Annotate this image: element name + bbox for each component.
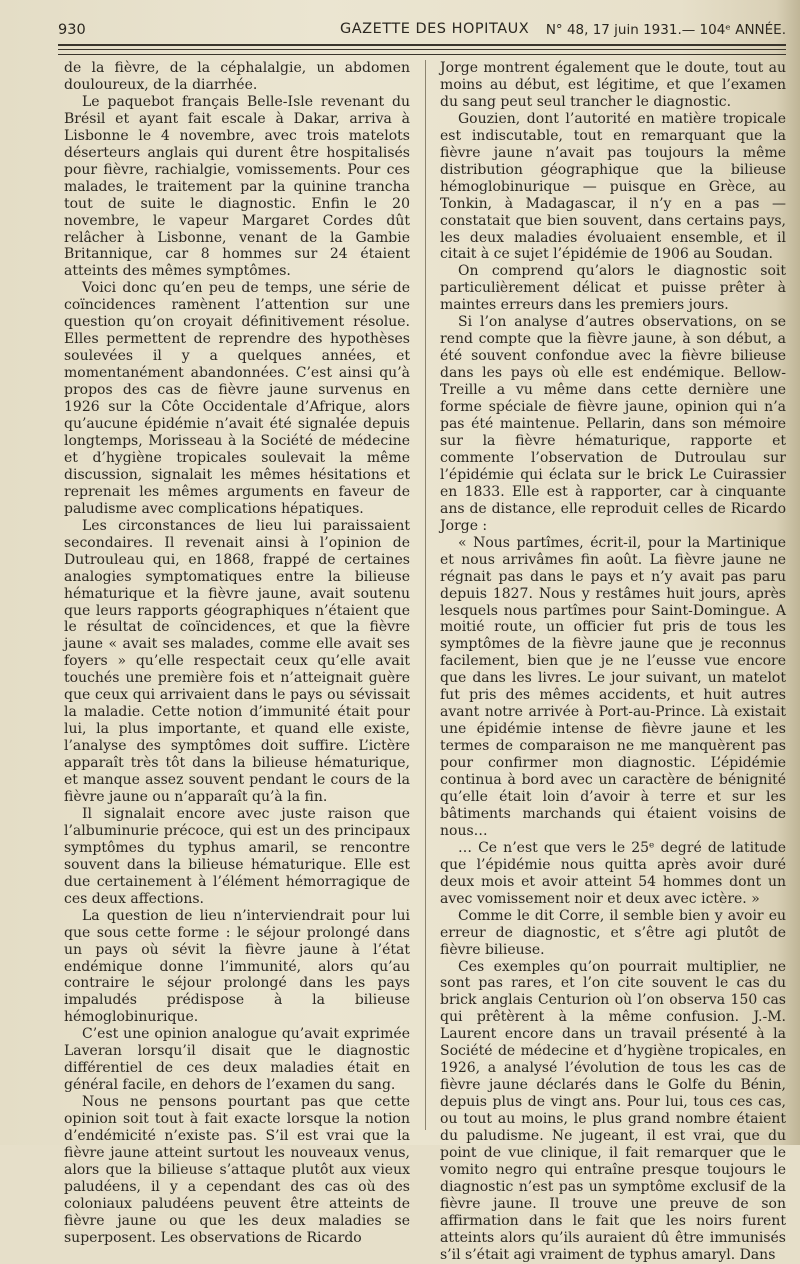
page-number: 930 [58,22,86,38]
header-rule-thin [58,54,786,55]
paragraph: On comprend qu’alors le diagnostic soit particulièrement délicat et puisse prêter à maintes erreurs dans les premiers jours. [440,263,786,314]
paragraph: Comme le dit Corre, il semble bien y avoir eu erreur de diagnostic, et s’être agi plutôt de fièvre bilieuse. [440,907,786,958]
right-column [440,60,786,1264]
paragraph: Le paquebot français Belle-Isle revenant du Brésil et ayant fait escale à Dakar, arriva à Lisbonne le 4 novembre, avec trois matelots déserteurs anglais qui durent être hospitalisés pour fièvre, rachialgie, vomissements. Pour ces malades, le traitement par la quinine trancha tout de suite le diagnostic. Enfin le 20 novembre, le vapeur Margaret Cordes dût relâcher à Lisbonne, venant de la Gambie Britannique, car 8 hommes sur 24 étaient atteints des mêmes symptômes. [64,93,410,280]
paragraph: Si l’on analyse d’autres observations, on se rend compte que la fièvre jaune, à son début, a été souvent confondue avec la fièvre bilieuse dans les pays où elle est endémique. Bellow-Treille a vu même dans cette dernière une forme spéciale de fièvre jaune, opinion qui n’a pas été maintenue. Pellarin, dans son mémoire sur la fièvre hématurique, rapporte et commente l’observation de Dutroulau sur l’épidémie qui éclata sur le brick Le Cuirassier en 1833. Elle est à rapporter, car à cinquante ans de distance, elle reproduit celles de Ricardo Jorge : [440,314,786,534]
left-column [64,60,410,1247]
paragraph: Jorge montrent également que le doute, tout au moins au début, est légitime, et que l’examen du sang peut seul trancher le diagnostic. [440,60,786,110]
paragraph: C’est une opinion analogue qu’avait exprimée Laveran lorsqu’il disait que le diagnostic différentiel de ces deux maladies était en général facile, en dehors de l’examen du sang. [64,1026,410,1094]
paragraph: de la fièvre, de la céphalalgie, un abdomen douloureux, de la diarrhée. [64,60,410,93]
paragraph: La question de lieu n’interviendrait pour lui que sous cette forme : le séjour prolongé dans un pays où sévit la fièvre jaune à l’état endémique donne l’immunité, alors qu’au contraire le séjour prolongé dans les pays impaludés prédispose à la bilieuse hémoglobinurique. [64,907,410,1026]
header-rule [58,44,786,46]
paragraph: Gouzien, dont l’autorité en matière tropicale est indiscutable, tout en remarquant que la fièvre jaune n’avait pas toujours la même distribution géographique que la bilieuse hémoglobinurique — puisque en Grèce, au Tonkin, à Madagascar, il n’y en a pas — constatait que bien souvent, dans certains pays, les deux maladies évoluaient ensemble, et il citait à ce sujet l’épidémie de 1906 au Soudan. [440,110,786,263]
header-rule-thin [58,49,786,50]
journal-title: GAZETTE DES HOPITAUX [340,21,530,37]
paragraph: Voici donc qu’en peu de temps, une série de coïncidences ramènent l’attention sur une question qu’on croyait définitivement résolue. Elles permettent de reprendre des hypothèses soulevées il y a quelques années, et momentanément abandonnées. C’est ainsi qu’à propos des cas de fièvre jaune survenus en 1926 sur la Côte Occidentale d’Afrique, alors qu’aucune épidémie n’avait été signalée depuis longtemps, Morisseau à la Société de médecine et d’hygiène tropicales soulevait la même discussion, signalait les mêmes hésitations et reprenait les mêmes arguments en faveur de paludisme avec complications hépatiques. [64,280,410,517]
paragraph: Ces exemples qu’on pourrait multiplier, ne sont pas rares, et l’on cite souvent le cas du brick anglais Centurion où l’on observa 150 cas qui prêtèrent à la même confusion. J.-M. Laurent encore dans un travail présenté à la Société de médecine et d’hygiène tropicales, en 1926, a analysé l’évolution de tous les cas de fièvre jaune déclarés dans le Golfe du Bénin, depuis plus de vingt ans. Pour lui, tous ces cas, ou tout au moins, le plus grand nombre étaient du paludisme. Ne jugeant, il est vrai, que du point de vue clinique, il fait remarquer que le vomito negro qui entraîne presque toujours le diagnostic n’est pas un symptôme exclusif de la fièvre jaune. Il trouve une preuve de son affirmation dans le fait que les noirs furent atteints alors qu’ils auraient dû être immunisés s’il s’était agi vraiment de typhus amaryl. Dans [440,958,786,1263]
paragraph: « Nous partîmes, écrit-il, pour la Martinique et nous arrivâmes fin août. La fièvre jaune ne régnait pas dans le pays et n’y avait pas paru depuis 1827. Nous y restâmes huit jours, après lesquels nous partîmes pour Saint-Domingue. A moitié route, un officier fut pris de tous les symptômes de la fièvre jaune que je reconnus facilement, bien que je ne l’eusse vue encore que dans les livres. Le jour suivant, un matelot fut pris des mêmes accidents, et huit autres avant notre arrivée à Port-au-Prince. Là existait une épidémie intense de fièvre jaune et les termes de comparaison ne me manquèrent pas pour confirmer mon diagnostic. L’épidémie continua à bord avec un caractère de bénignité qu’elle était loin d’avoir à terre et sur les bâtiments marchands qui étaient voisins de nous… [440,534,786,839]
issue-info: N° 48, 17 juin 1931.— 104ᵉ ANNÉE. [545,22,786,38]
paragraph: … Ce n’est que vers le 25ᵉ degré de latitude que l’épidémie nous quitta après avoir duré deux mois et avoir atteint 54 hommes dont un avec vomissement noir et deux avec ictère. » [440,839,786,907]
paragraph: Les circonstances de lieu lui paraissaient secondaires. Il revenait ainsi à l’opinion de Dutrouleau qui, en 1868, frappé de certaines analogies symptomatiques entre la bilieuse hématurique et la fièvre jaune, avait soutenu que leurs rapports géographiques n’étaient que le résultat de coïncidences, et que la fièvre jaune « avait ses malades, comme elle avait ses foyers » qu’elle respectait ceux qu’elle avait touchés une première fois et n’atteignait guère que ceux qui arrivaient dans le pays ou sévissait la maladie. Cette notion d’immunité était pour lui, la plus importante, et quand elle existe, l’analyse des symptômes doit suffire. L’ictère apparaît très tôt dans la bilieuse hématurique, et manque assez souvent pendant le cours de la fièvre jaune ou n’apparaît qu’à la fin. [64,517,410,805]
paragraph: Nous ne pensons pourtant pas que cette opinion soit tout à fait exacte lorsque la notion d’endémicité n’existe pas. S’il est vrai que la fièvre jaune atteint surtout les nouveaux venus, alors que la bilieuse s’attaque plutôt aux vieux paludéens, il y a cependant des cas où des coloniaux paludéens peuvent être atteints de fièvre jaune ou que les deux maladies se superposent. Les observations de Ricardo [64,1094,410,1246]
paragraph: Il signalait encore avec juste raison que l’albuminurie précoce, qui est un des principaux symptômes du typhus amaril, se rencontre souvent dans la bilieuse hématurique. Elle est due certainement à l’élément hémorragique de ces deux affections. [64,805,410,907]
running-header [58,18,786,44]
column-divider [425,60,426,1130]
